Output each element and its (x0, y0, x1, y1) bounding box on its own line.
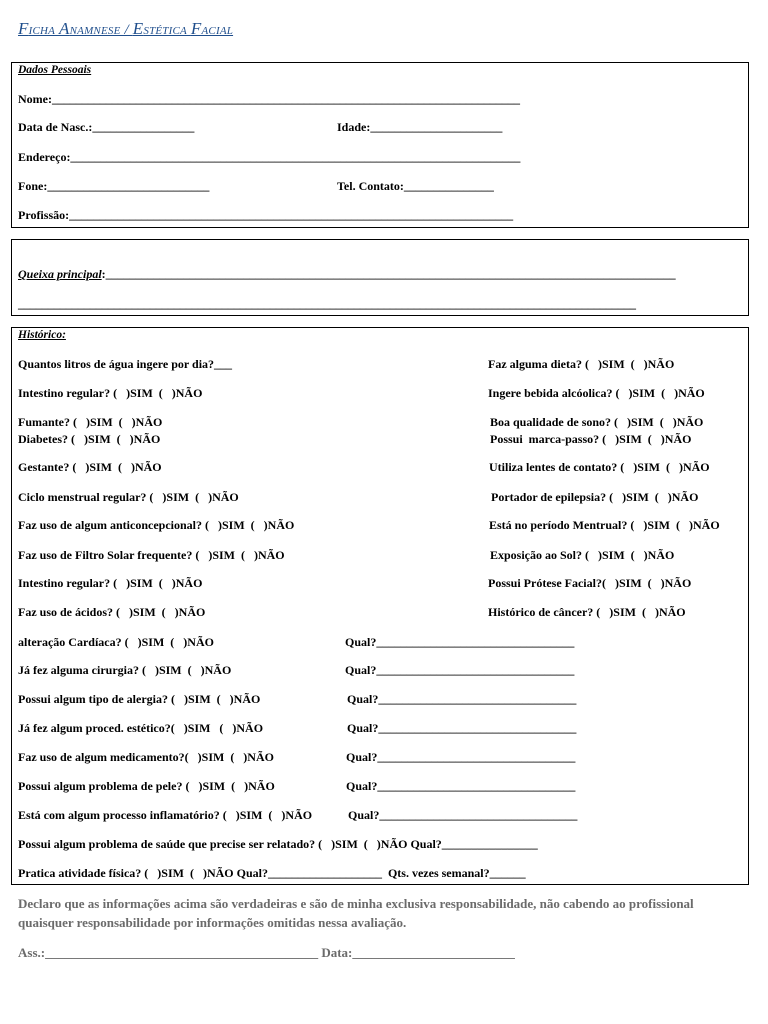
qual-inflamatorio[interactable]: Qual?_________________________________ (348, 808, 578, 822)
question-cancer[interactable]: Histórico de câncer? ( )SIM ( )NÃO (488, 605, 686, 619)
data-nasc-field[interactable]: Data de Nasc.:_________________ (18, 120, 195, 134)
question-atividade-fisica[interactable]: Pratica atividade física? ( )SIM ( )NÃO Qual?___________________ Qts. vezes semanal?______ (18, 866, 526, 880)
declaracao-text: Declaro que as informações acima são verdadeiras e são de minha exclusiva responsabilidade, não cabendo ao profissional quaisquer responsabilidade por informações omitidas nessa avaliação. (18, 896, 694, 930)
question-intestino-2[interactable]: Intestino regular? ( )SIM ( )NÃO (18, 576, 203, 590)
question-marca-passo[interactable]: Possui marca-passo? ( )SIM ( )NÃO (490, 432, 692, 446)
queixa-line-1[interactable]: Queixa principal:_______________________________________________________________________________________________ (18, 267, 676, 281)
question-inflamatorio[interactable]: Está com algum processo inflamatório? ( )SIM ( )NÃO (18, 808, 313, 822)
question-diabetes[interactable]: Diabetes? ( )SIM ( )NÃO (18, 432, 161, 446)
idade-field[interactable]: Idade:______________________ (337, 120, 503, 134)
question-periodo[interactable]: Está no período Mentrual? ( )SIM ( )NÃO (489, 518, 720, 532)
question-cirurgia[interactable]: Já fez alguma cirurgia? ( )SIM ( )NÃO (18, 663, 232, 677)
nome-field[interactable]: Nome:______________________________________________________________________________ (18, 92, 520, 106)
qual-pele[interactable]: Qual?_________________________________ (346, 779, 576, 793)
qual-alergia[interactable]: Qual?_________________________________ (347, 692, 577, 706)
qual-cardiaca[interactable]: Qual?_________________________________ (345, 635, 575, 649)
assinatura-line[interactable]: Ass.:__________________________________________ Data:_________________________ (18, 945, 515, 960)
question-epilepsia[interactable]: Portador de epilepsia? ( )SIM ( )NÃO (491, 490, 699, 504)
question-ciclo[interactable]: Ciclo menstrual regular? ( )SIM ( )NÃO (18, 490, 239, 504)
question-dieta[interactable]: Faz alguma dieta? ( )SIM ( )NÃO (488, 357, 675, 371)
question-exposicao-sol[interactable]: Exposição ao Sol? ( )SIM ( )NÃO (490, 548, 675, 562)
question-pele[interactable]: Possui algum problema de pele? ( )SIM ( )NÃO (18, 779, 275, 793)
question-protese[interactable]: Possui Prótese Facial?( )SIM ( )NÃO (488, 576, 692, 590)
question-saude[interactable]: Possui algum problema de saúde que precise ser relatado? ( )SIM ( )NÃO Qual?________________ (18, 837, 538, 851)
endereco-field[interactable]: Endereço:___________________________________________________________________________ (18, 150, 521, 164)
historico-heading: Histórico: (18, 329, 66, 341)
question-bebida[interactable]: Ingere bebida alcóolica? ( )SIM ( )NÃO (488, 386, 705, 400)
question-cardiaca[interactable]: alteração Cardíaca? ( )SIM ( )NÃO (18, 635, 214, 649)
fone-field[interactable]: Fone:___________________________ (18, 179, 210, 193)
qual-cirurgia[interactable]: Qual?_________________________________ (345, 663, 575, 677)
dados-pessoais-heading: Dados Pessoais (18, 64, 92, 76)
question-anticoncepcional[interactable]: Faz uso de algum anticoncepcional? ( )SIM ( )NÃO (18, 518, 295, 532)
question-alergia[interactable]: Possui algum tipo de alergia? ( )SIM ( )NÃO (18, 692, 261, 706)
tel-contato-field[interactable]: Tel. Contato:_______________ (337, 179, 494, 193)
dados-pessoais-box (11, 62, 749, 228)
queixa-line-2[interactable]: _______________________________________________________________________________________________________ (18, 297, 636, 311)
question-agua[interactable]: Quantos litros de água ingere por dia?___ (18, 357, 233, 371)
question-gestante[interactable]: Gestante? ( )SIM ( )NÃO (18, 460, 162, 474)
page-title: Ficha Anamnese / Estética Facial (18, 19, 234, 38)
question-acidos[interactable]: Faz uso de ácidos? ( )SIM ( )NÃO (18, 605, 206, 619)
question-lentes[interactable]: Utiliza lentes de contato? ( )SIM ( )NÃO (489, 460, 710, 474)
profissao-field[interactable]: Profissão:__________________________________________________________________________ (18, 208, 514, 222)
question-proced-estetico[interactable]: Já fez algum proced. estético?( )SIM ( )NÃO (18, 721, 264, 735)
queixa-label: Queixa principal (18, 267, 102, 281)
qual-proced-estetico[interactable]: Qual?_________________________________ (347, 721, 577, 735)
question-filtro-solar[interactable]: Faz uso de Filtro Solar frequente? ( )SIM ( )NÃO (18, 548, 285, 562)
qual-medicamento[interactable]: Qual?_________________________________ (346, 750, 576, 764)
question-fumante[interactable]: Fumante? ( )SIM ( )NÃO (18, 415, 163, 429)
question-intestino[interactable]: Intestino regular? ( )SIM ( )NÃO (18, 386, 203, 400)
question-sono[interactable]: Boa qualidade de sono? ( )SIM ( )NÃO (490, 415, 704, 429)
question-medicamento[interactable]: Faz uso de algum medicamento?( )SIM ( )NÃO (18, 750, 274, 764)
